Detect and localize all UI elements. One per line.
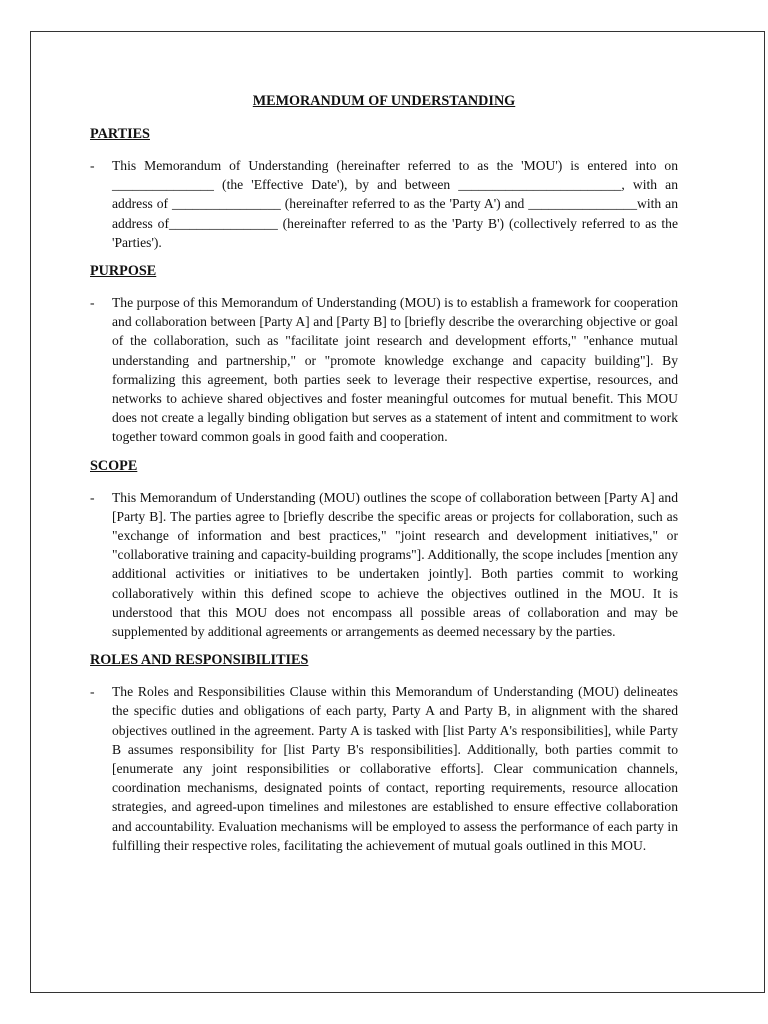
list-item — [90, 682, 678, 855]
paragraph-scope: This Memorandum of Understanding (MOU) outlines the scope of collaboration between [Party A] and [Party B]. The parties agree to [briefly describe the specific areas or projects for collaboration, such as "exchange of information and best practices," "joint research and development initiatives," or "collaborative training and capacity-building programs"]. Additionally, the scope includes [mention any additional activities or initiatives to be undertaken jointly]. Both parties commit to working collaboratively within this defined scope to achieve the objectives outlined in the MOU. It is understood that this MOU does not encompass all possible areas of collaboration and may be supplemented by additional agreements or arrangements as deemed necessary by the parties. — [112, 489, 678, 640]
list-item — [90, 488, 678, 642]
paragraph-roles: The Roles and Responsibilities Clause within this Memorandum of Understanding (MOU) delineates the specific duties and obligations of each party, Party A and Party B, in alignment with the shared objectives outlined in the agreement. Party A is tasked with [list Party A's responsibilities], while Party B assumes responsibility for [list Party B's responsibilities]. Additionally, both parties commit to [enumerate any joint responsibilities or collaborative efforts]. Clear communication channels, coordination mechanisms, designated points of contact, reporting requirements, resource allocation strategies, and agreed-upon timelines and milestones are established to ensure effective collaboration and accountability. Evaluation mechanisms will be employed to assess the performance of each party in fulfilling their respective roles, facilitating the achievement of mutual goals outlined in this MOU. — [112, 684, 678, 853]
bullet-dash: - — [90, 489, 95, 505]
paragraph-parties: This Memorandum of Understanding (hereinafter referred to as the 'MOU') is entered into on _______________ (the 'Effective Date'), by and between ________________________, with an address of ________________ (hereinafter referred to as the 'Party A') and ________________with an address of________________ (hereinafter referred to as the 'Party B') (collectively referred to as the 'Parties'). — [112, 158, 678, 250]
bullet-dash: - — [90, 295, 95, 311]
section-heading-scope: SCOPE — [90, 457, 138, 474]
bullet-dash: - — [90, 684, 95, 700]
section-heading-purpose: PURPOSE — [90, 263, 157, 280]
section-parties — [90, 125, 678, 252]
section-heading-parties: PARTIES — [90, 126, 150, 142]
bullet-dash: - — [90, 158, 95, 173]
paragraph-purpose: The purpose of this Memorandum of Understanding (MOU) is to establish a framework for cooperation and collaboration between [Party A] and [Party B] to [briefly describe the overarching objective or goal of the collaboration, such as "facilitate joint research and development efforts," "enhance mutual understanding and partnership," or "promote knowledge exchange and capacity building"]. By formalizing this agreement, both parties seek to leverage their respective expertise, resources, and networks to achieve shared objectives and foster meaningful outcomes for mutual benefit. This MOU does not create a legally binding obligation but serves as a statement of intent and commitment to work together toward common goals in good faith and cooperation. — [112, 295, 678, 445]
document-body — [90, 92, 678, 865]
list-item — [90, 293, 678, 447]
document-title: MEMORANDUM OF UNDERSTANDING — [252, 93, 516, 109]
section-roles — [90, 651, 678, 855]
section-heading-roles: ROLES AND RESPONSIBILITIES — [90, 652, 309, 669]
section-scope — [90, 457, 678, 642]
list-item — [90, 156, 678, 252]
section-purpose — [90, 262, 678, 447]
